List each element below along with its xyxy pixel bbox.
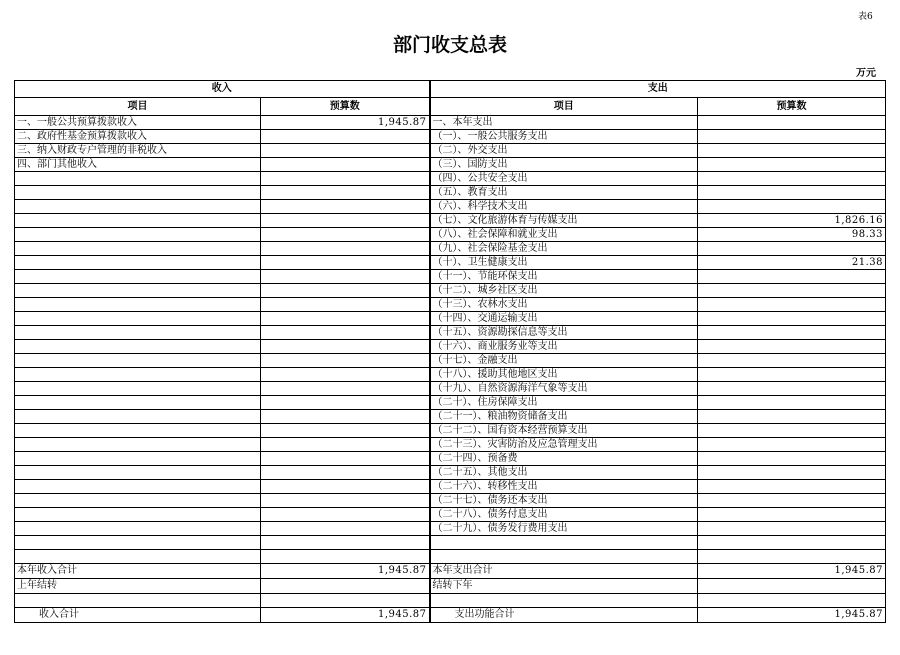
income-value-cell: [261, 256, 430, 270]
expense-item-cell: （十二）、城乡社区支出: [430, 284, 698, 298]
income-item-cell: [15, 466, 261, 480]
expense-item-cell: （十九）、自然资源海洋气象等支出: [430, 382, 698, 396]
income-item-cell: [15, 186, 261, 200]
expense-value-cell: 21.38: [698, 256, 886, 270]
income-value-cell: [261, 284, 430, 298]
year-total-row: [15, 564, 886, 579]
expense-item-cell: （二十八）、债务付息支出: [430, 508, 698, 522]
expense-value-cell: [698, 396, 886, 410]
income-item-cell: [15, 270, 261, 284]
column-header-row: [15, 98, 886, 116]
expense-budget-header: 预算数: [698, 98, 886, 116]
expense-value-cell: [698, 242, 886, 256]
expense-item-cell: （五）、教育支出: [430, 186, 698, 200]
expense-item-cell: （二十四）、预备费: [430, 452, 698, 466]
table-row: [15, 410, 886, 424]
income-value-cell: [261, 368, 430, 382]
grand-income-label: 收入合计: [15, 608, 261, 623]
blank-row: [15, 550, 886, 564]
income-section-header: 收入: [15, 81, 430, 98]
table-row: [15, 200, 886, 214]
income-item-cell: [15, 298, 261, 312]
table-number: 表6: [858, 12, 873, 22]
unit-label: 万元: [856, 68, 876, 79]
table-row: [15, 214, 886, 228]
income-item-cell: [15, 256, 261, 270]
income-value-cell: [261, 424, 430, 438]
income-item-cell: 四、部门其他收入: [15, 158, 261, 172]
expense-item-cell: （二十九）、债务发行费用支出: [430, 522, 698, 536]
income-value-cell: [261, 270, 430, 284]
expense-value-cell: [698, 186, 886, 200]
income-value-cell: [261, 494, 430, 508]
expense-total-value: 1,945.87: [698, 564, 886, 579]
income-value-cell: [261, 186, 430, 200]
income-budget-header: 预算数: [261, 98, 430, 116]
income-item-cell: 三、纳入财政专户管理的非税收入: [15, 144, 261, 158]
expense-value-cell: [698, 480, 886, 494]
blank-row: [15, 536, 886, 550]
expense-item-cell: （八）、社会保障和就业支出: [430, 228, 698, 242]
table-row: [15, 396, 886, 410]
income-value-cell: [261, 452, 430, 466]
expense-value-cell: [698, 466, 886, 480]
grand-total-row: [15, 608, 886, 623]
expense-value-cell: [698, 144, 886, 158]
grand-expense-label: 支出功能合计: [430, 608, 698, 623]
income-value-cell: [261, 466, 430, 480]
expense-item-cell: （十六）、商业服务业等支出: [430, 340, 698, 354]
income-value-cell: [261, 410, 430, 424]
expense-value-cell: [698, 438, 886, 452]
income-item-cell: 二、政府性基金预算拨款收入: [15, 130, 261, 144]
table-row: [15, 256, 886, 270]
income-item-cell: [15, 172, 261, 186]
table-row: [15, 228, 886, 242]
expense-value-cell: [698, 116, 886, 130]
income-item-cell: [15, 312, 261, 326]
table-row: [15, 130, 886, 144]
income-value-cell: [261, 326, 430, 340]
expense-item-cell: （四）、公共安全支出: [430, 172, 698, 186]
income-item-cell: [15, 494, 261, 508]
expense-section-header: 支出: [430, 81, 886, 98]
income-item-cell: [15, 228, 261, 242]
income-value-cell: [261, 340, 430, 354]
table-row: [15, 144, 886, 158]
income-value-cell: [261, 480, 430, 494]
income-value-cell: [261, 438, 430, 452]
budget-summary-table: [14, 80, 886, 623]
income-value-cell: [261, 354, 430, 368]
expense-item-header: 项目: [430, 98, 698, 116]
expense-item-cell: （十一）、节能环保支出: [430, 270, 698, 284]
table-row: [15, 270, 886, 284]
carry-over-row: [15, 579, 886, 594]
income-item-cell: [15, 438, 261, 452]
table-row: [15, 438, 886, 452]
expense-value-cell: [698, 130, 886, 144]
expense-value-cell: [698, 452, 886, 466]
expense-value-cell: [698, 312, 886, 326]
expense-item-cell: （三）、国防支出: [430, 158, 698, 172]
income-value-cell: [261, 396, 430, 410]
income-value-cell: [261, 298, 430, 312]
expense-value-cell: [698, 508, 886, 522]
income-value-cell: [261, 312, 430, 326]
income-value-cell: [261, 158, 430, 172]
expense-item-cell: （二十六）、转移性支出: [430, 480, 698, 494]
income-total-value: 1,945.87: [261, 564, 430, 579]
expense-item-cell: （十五）、资源勘探信息等支出: [430, 326, 698, 340]
table-row: [15, 312, 886, 326]
expense-value-cell: [698, 326, 886, 340]
expense-value-cell: [698, 354, 886, 368]
income-item-cell: [15, 340, 261, 354]
income-item-cell: [15, 326, 261, 340]
table-row: [15, 172, 886, 186]
income-item-cell: [15, 214, 261, 228]
expense-value-cell: 98.33: [698, 228, 886, 242]
expense-item-cell: （二十七）、债务还本支出: [430, 494, 698, 508]
income-item-cell: [15, 382, 261, 396]
expense-item-cell: （六）、科学技术支出: [430, 200, 698, 214]
expense-value-cell: [698, 298, 886, 312]
expense-value-cell: [698, 410, 886, 424]
expense-value-cell: [698, 284, 886, 298]
expense-item-cell: （十）、卫生健康支出: [430, 256, 698, 270]
expense-item-cell: （一）、一般公共服务支出: [430, 130, 698, 144]
income-item-cell: [15, 452, 261, 466]
income-item-cell: [15, 368, 261, 382]
income-item-cell: [15, 396, 261, 410]
income-value-cell: [261, 522, 430, 536]
expense-value-cell: [698, 200, 886, 214]
page-title: 部门收支总表: [392, 34, 507, 56]
expense-item-cell: （十七）、金融支出: [430, 354, 698, 368]
table-row: [15, 382, 886, 396]
expense-value-cell: [698, 424, 886, 438]
income-value-cell: [261, 200, 430, 214]
income-value-cell: [261, 130, 430, 144]
expense-value-cell: [698, 172, 886, 186]
expense-value-cell: [698, 340, 886, 354]
section-header-row: [15, 81, 886, 98]
expense-item-cell: 一、本年支出: [430, 116, 698, 130]
carry-out-label: 结转下年: [430, 579, 698, 594]
expense-item-cell: （二十二）、国有资本经营预算支出: [430, 424, 698, 438]
income-item-cell: [15, 480, 261, 494]
carry-in-label: 上年结转: [15, 579, 261, 594]
income-item-cell: [15, 242, 261, 256]
table-row: [15, 368, 886, 382]
income-value-cell: [261, 144, 430, 158]
table-row: [15, 340, 886, 354]
expense-item-cell: （十八）、援助其他地区支出: [430, 368, 698, 382]
table-row: [15, 424, 886, 438]
expense-total-label: 本年支出合计: [430, 564, 698, 579]
expense-item-cell: （十三）、农林水支出: [430, 298, 698, 312]
expense-value-cell: [698, 270, 886, 284]
expense-value-cell: 1,826.16: [698, 214, 886, 228]
income-item-cell: [15, 200, 261, 214]
income-item-cell: 一、一般公共预算拨款收入: [15, 116, 261, 130]
table-row: [15, 242, 886, 256]
table-row: [15, 522, 886, 536]
expense-value-cell: [698, 522, 886, 536]
grand-income-value: 1,945.87: [261, 608, 430, 623]
table-row: [15, 494, 886, 508]
income-item-header: 项目: [15, 98, 261, 116]
expense-value-cell: [698, 368, 886, 382]
expense-item-cell: （七）、文化旅游体育与传媒支出: [430, 214, 698, 228]
table-row: [15, 186, 886, 200]
table-row: [15, 298, 886, 312]
expense-value-cell: [698, 158, 886, 172]
income-item-cell: [15, 508, 261, 522]
table-row: [15, 326, 886, 340]
expense-item-cell: （二十三）、灾害防治及应急管理支出: [430, 438, 698, 452]
income-item-cell: [15, 424, 261, 438]
expense-item-cell: （二十五）、其他支出: [430, 466, 698, 480]
expense-item-cell: （十四）、交通运输支出: [430, 312, 698, 326]
income-item-cell: [15, 410, 261, 424]
expense-item-cell: （九）、社会保险基金支出: [430, 242, 698, 256]
income-value-cell: 1,945.87: [261, 116, 430, 130]
table-row: [15, 480, 886, 494]
expense-item-cell: （二）、外交支出: [430, 144, 698, 158]
income-item-cell: [15, 284, 261, 298]
income-value-cell: [261, 214, 430, 228]
table-row: [15, 158, 886, 172]
income-value-cell: [261, 228, 430, 242]
table-row: [15, 508, 886, 522]
grand-expense-value: 1,945.87: [698, 608, 886, 623]
table-row: [15, 284, 886, 298]
income-item-cell: [15, 522, 261, 536]
table-row: [15, 452, 886, 466]
table-row: [15, 354, 886, 368]
income-value-cell: [261, 172, 430, 186]
expense-item-cell: （二十一）、粮油物资储备支出: [430, 410, 698, 424]
expense-value-cell: [698, 494, 886, 508]
expense-item-cell: （二十）、住房保障支出: [430, 396, 698, 410]
income-value-cell: [261, 382, 430, 396]
expense-value-cell: [698, 382, 886, 396]
income-value-cell: [261, 508, 430, 522]
income-value-cell: [261, 242, 430, 256]
table-row: [15, 466, 886, 480]
income-item-cell: [15, 354, 261, 368]
table-row: [15, 116, 886, 130]
blank-row: [15, 594, 886, 608]
income-total-label: 本年收入合计: [15, 564, 261, 579]
